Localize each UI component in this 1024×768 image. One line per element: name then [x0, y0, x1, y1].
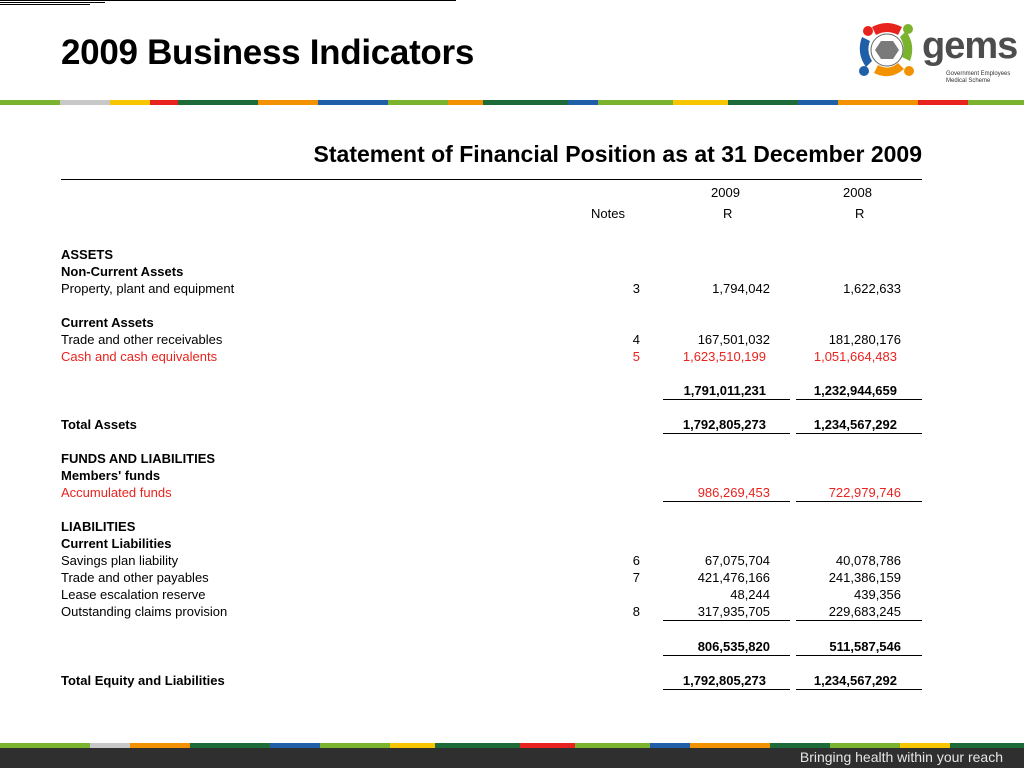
total-equity-liabilities-2008: 1,234,567,292: [813, 673, 897, 688]
savings-note: 6: [632, 553, 640, 568]
total-assets-2008: 1,234,567,292: [813, 417, 897, 432]
header-notes: Notes: [591, 206, 625, 221]
gems-logo: [854, 17, 1018, 85]
receivables-note: 4: [632, 332, 640, 347]
payables-2008: 241,386,159: [828, 570, 901, 585]
claims-label: Outstanding claims provision: [61, 604, 228, 619]
current-assets-total-2009: 1,791,011,231: [683, 383, 766, 398]
underline-total-assets-2009: [663, 433, 790, 434]
non-current-assets-heading: Non-Current Assets: [61, 264, 184, 279]
top-color-stripe: [0, 100, 1024, 105]
underline-claims-2009: [663, 620, 790, 621]
statement-title: Statement of Financial Position as at 31 December 2009: [313, 141, 922, 167]
total-assets-label: Total Assets: [61, 417, 137, 432]
underline-accumulated-2008: [796, 501, 922, 502]
header-unit-2009: R: [723, 206, 733, 221]
logo-wordmark: gems: [922, 25, 1018, 67]
ppe-2008: 1,622,633: [843, 281, 901, 296]
cash-label: Cash and cash equivalents: [61, 349, 218, 364]
header-year-2009: 2009: [711, 185, 740, 200]
statement-rule: [61, 179, 922, 180]
accumulated-funds-2008: 722,979,746: [828, 485, 901, 500]
underline-accumulated-2009: [663, 501, 790, 502]
header-year-2008: 2008: [843, 185, 872, 200]
underline-total-assets-2008: [796, 433, 922, 434]
total-assets-2009: 1,792,805,273: [682, 417, 766, 432]
cash-2008: 1,051,664,483: [813, 349, 897, 364]
underline-total-equity-2008: [796, 689, 922, 690]
claims-2009: 317,935,705: [697, 604, 770, 619]
underline-current-liabilities-2008: [796, 655, 922, 656]
ppe-2009: 1,794,042: [712, 281, 770, 296]
lease-label: Lease escalation reserve: [61, 587, 206, 602]
header-unit-2008: R: [855, 206, 865, 221]
underline-current-liabilities-2009: [663, 655, 790, 656]
payables-label: Trade and other payables: [61, 570, 209, 585]
receivables-2009: 167,501,032: [697, 332, 770, 347]
accumulated-funds-label: Accumulated funds: [61, 485, 172, 500]
underline-current-assets-2008: [796, 399, 922, 400]
receivables-2008: 181,280,176: [828, 332, 901, 347]
ppe-label: Property, plant and equipment: [61, 281, 235, 296]
claims-note: 8: [632, 604, 640, 619]
funds-liabilities-heading: FUNDS AND LIABILITIES: [61, 451, 216, 466]
current-assets-heading: Current Assets: [61, 315, 154, 330]
underline-current-assets-2009: [663, 399, 790, 400]
total-equity-liabilities-label: Total Equity and Liabilities: [61, 673, 225, 688]
payables-2009: 421,476,166: [697, 570, 770, 585]
current-assets-total-2008: 1,232,944,659: [813, 383, 897, 398]
savings-label: Savings plan liability: [61, 553, 179, 568]
underline-claims-2008: [796, 620, 922, 621]
slide-title: 2009 Business Indicators: [61, 33, 474, 72]
current-liabilities-total-2009: 806,535,820: [697, 639, 770, 654]
lease-2008: 439,356: [854, 587, 901, 602]
members-funds-heading: Members' funds: [61, 468, 161, 483]
assets-heading: ASSETS: [61, 247, 114, 262]
cash-note: 5: [632, 349, 640, 364]
savings-2009: 67,075,704: [704, 553, 770, 568]
footer-bar: [0, 748, 1024, 768]
claims-2008: 229,683,245: [828, 604, 901, 619]
top-decorative-lines: [0, 0, 460, 8]
total-equity-liabilities-2009: 1,792,805,273: [682, 673, 766, 688]
current-liabilities-total-2008: 511,587,546: [829, 639, 901, 654]
payables-note: 7: [632, 570, 640, 585]
accumulated-funds-2009: 986,269,453: [697, 485, 770, 500]
gems-emblem-icon: [854, 17, 920, 83]
receivables-label: Trade and other receivables: [61, 332, 223, 347]
lease-2009: 48,244: [730, 587, 770, 602]
current-liabilities-heading: Current Liabilities: [61, 536, 172, 551]
cash-2009: 1,623,510,199: [682, 349, 766, 364]
savings-2008: 40,078,786: [835, 553, 901, 568]
liabilities-heading: LIABILITIES: [61, 519, 136, 534]
underline-total-equity-2009: [663, 689, 790, 690]
footer-tagline: Bringing health within your reach: [799, 749, 1003, 765]
ppe-note: 3: [632, 281, 640, 296]
logo-subtitle-line2: Medical Scheme: [946, 78, 991, 84]
logo-subtitle-line1: Government Employees: [946, 71, 1011, 77]
